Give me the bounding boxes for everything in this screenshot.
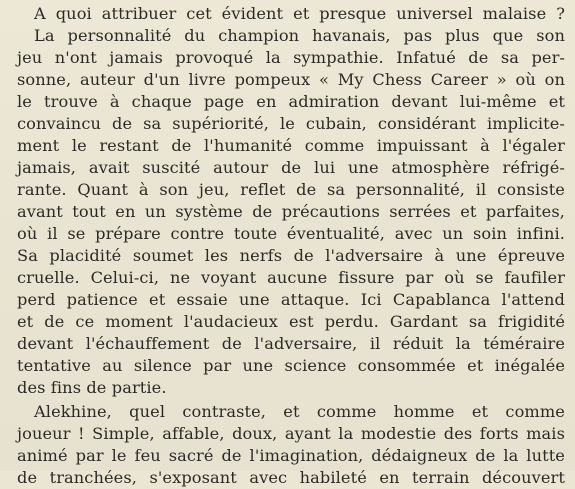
text-line: A quoi attribuer cet évident et presque universel malaise ? [34,4,565,23]
text-line: avant tout en un système de précautions serrées et parfaites, [17,202,565,221]
text-line: jeu n'ont jamais provoqué la sympathie. Infatué de sa per- [17,48,565,67]
text-line: Alekhine, quel contraste, et comme homme et comme [34,402,565,421]
text-line: perd patience et essaie une attaque. Ici Capablanca l'attend [17,290,565,309]
text-line: sonne, auteur d'un livre pompeux « My Chess Career » où on [17,70,565,89]
text-line: devant l'échauffement de l'adversaire, il réduit la téméraire [17,334,565,353]
text-line: le trouve à chaque page en admiration devant lui-même et [17,92,565,111]
text-line: cruelle. Celui-ci, ne voyant aucune fissure par où se faufiler [17,268,565,287]
text-line: et de ce moment l'audacieux est perdu. Gardant sa frigidité [17,312,565,331]
text-line: où il se prépare contre toute éventualité, avec un soin infini. [17,224,565,243]
text-line: de tranchées, s'exposant avec habileté en terrain découvert [17,468,565,487]
text-line: rante. Quant à son jeu, reflet de sa personnalité, il consiste [17,180,565,199]
text-line: tentative au silence par une science consommée et inégalée [17,356,565,375]
text-line: des fins de partie. [17,378,167,397]
text-line: joueur ! Simple, affable, doux, ayant la modestie des forts mais [17,424,565,443]
text-line: La personnalité du champion havanais, pas plus que son [34,26,565,45]
text-line: animé par le feu sacré de l'imagination, dédaigneux de la lutte [17,446,565,465]
text-line: jamais, avait suscité autour de lui une atmosphère réfrigé- [17,158,565,177]
text-line: ment le restant de l'humanité comme impuissant à l'égaler [17,136,565,155]
text-line: convaincu de sa supériorité, le cubain, considérant implicite- [17,114,565,133]
text-line: Sa placidité soumet les nerfs de l'adversaire à une épreuve [17,246,565,265]
